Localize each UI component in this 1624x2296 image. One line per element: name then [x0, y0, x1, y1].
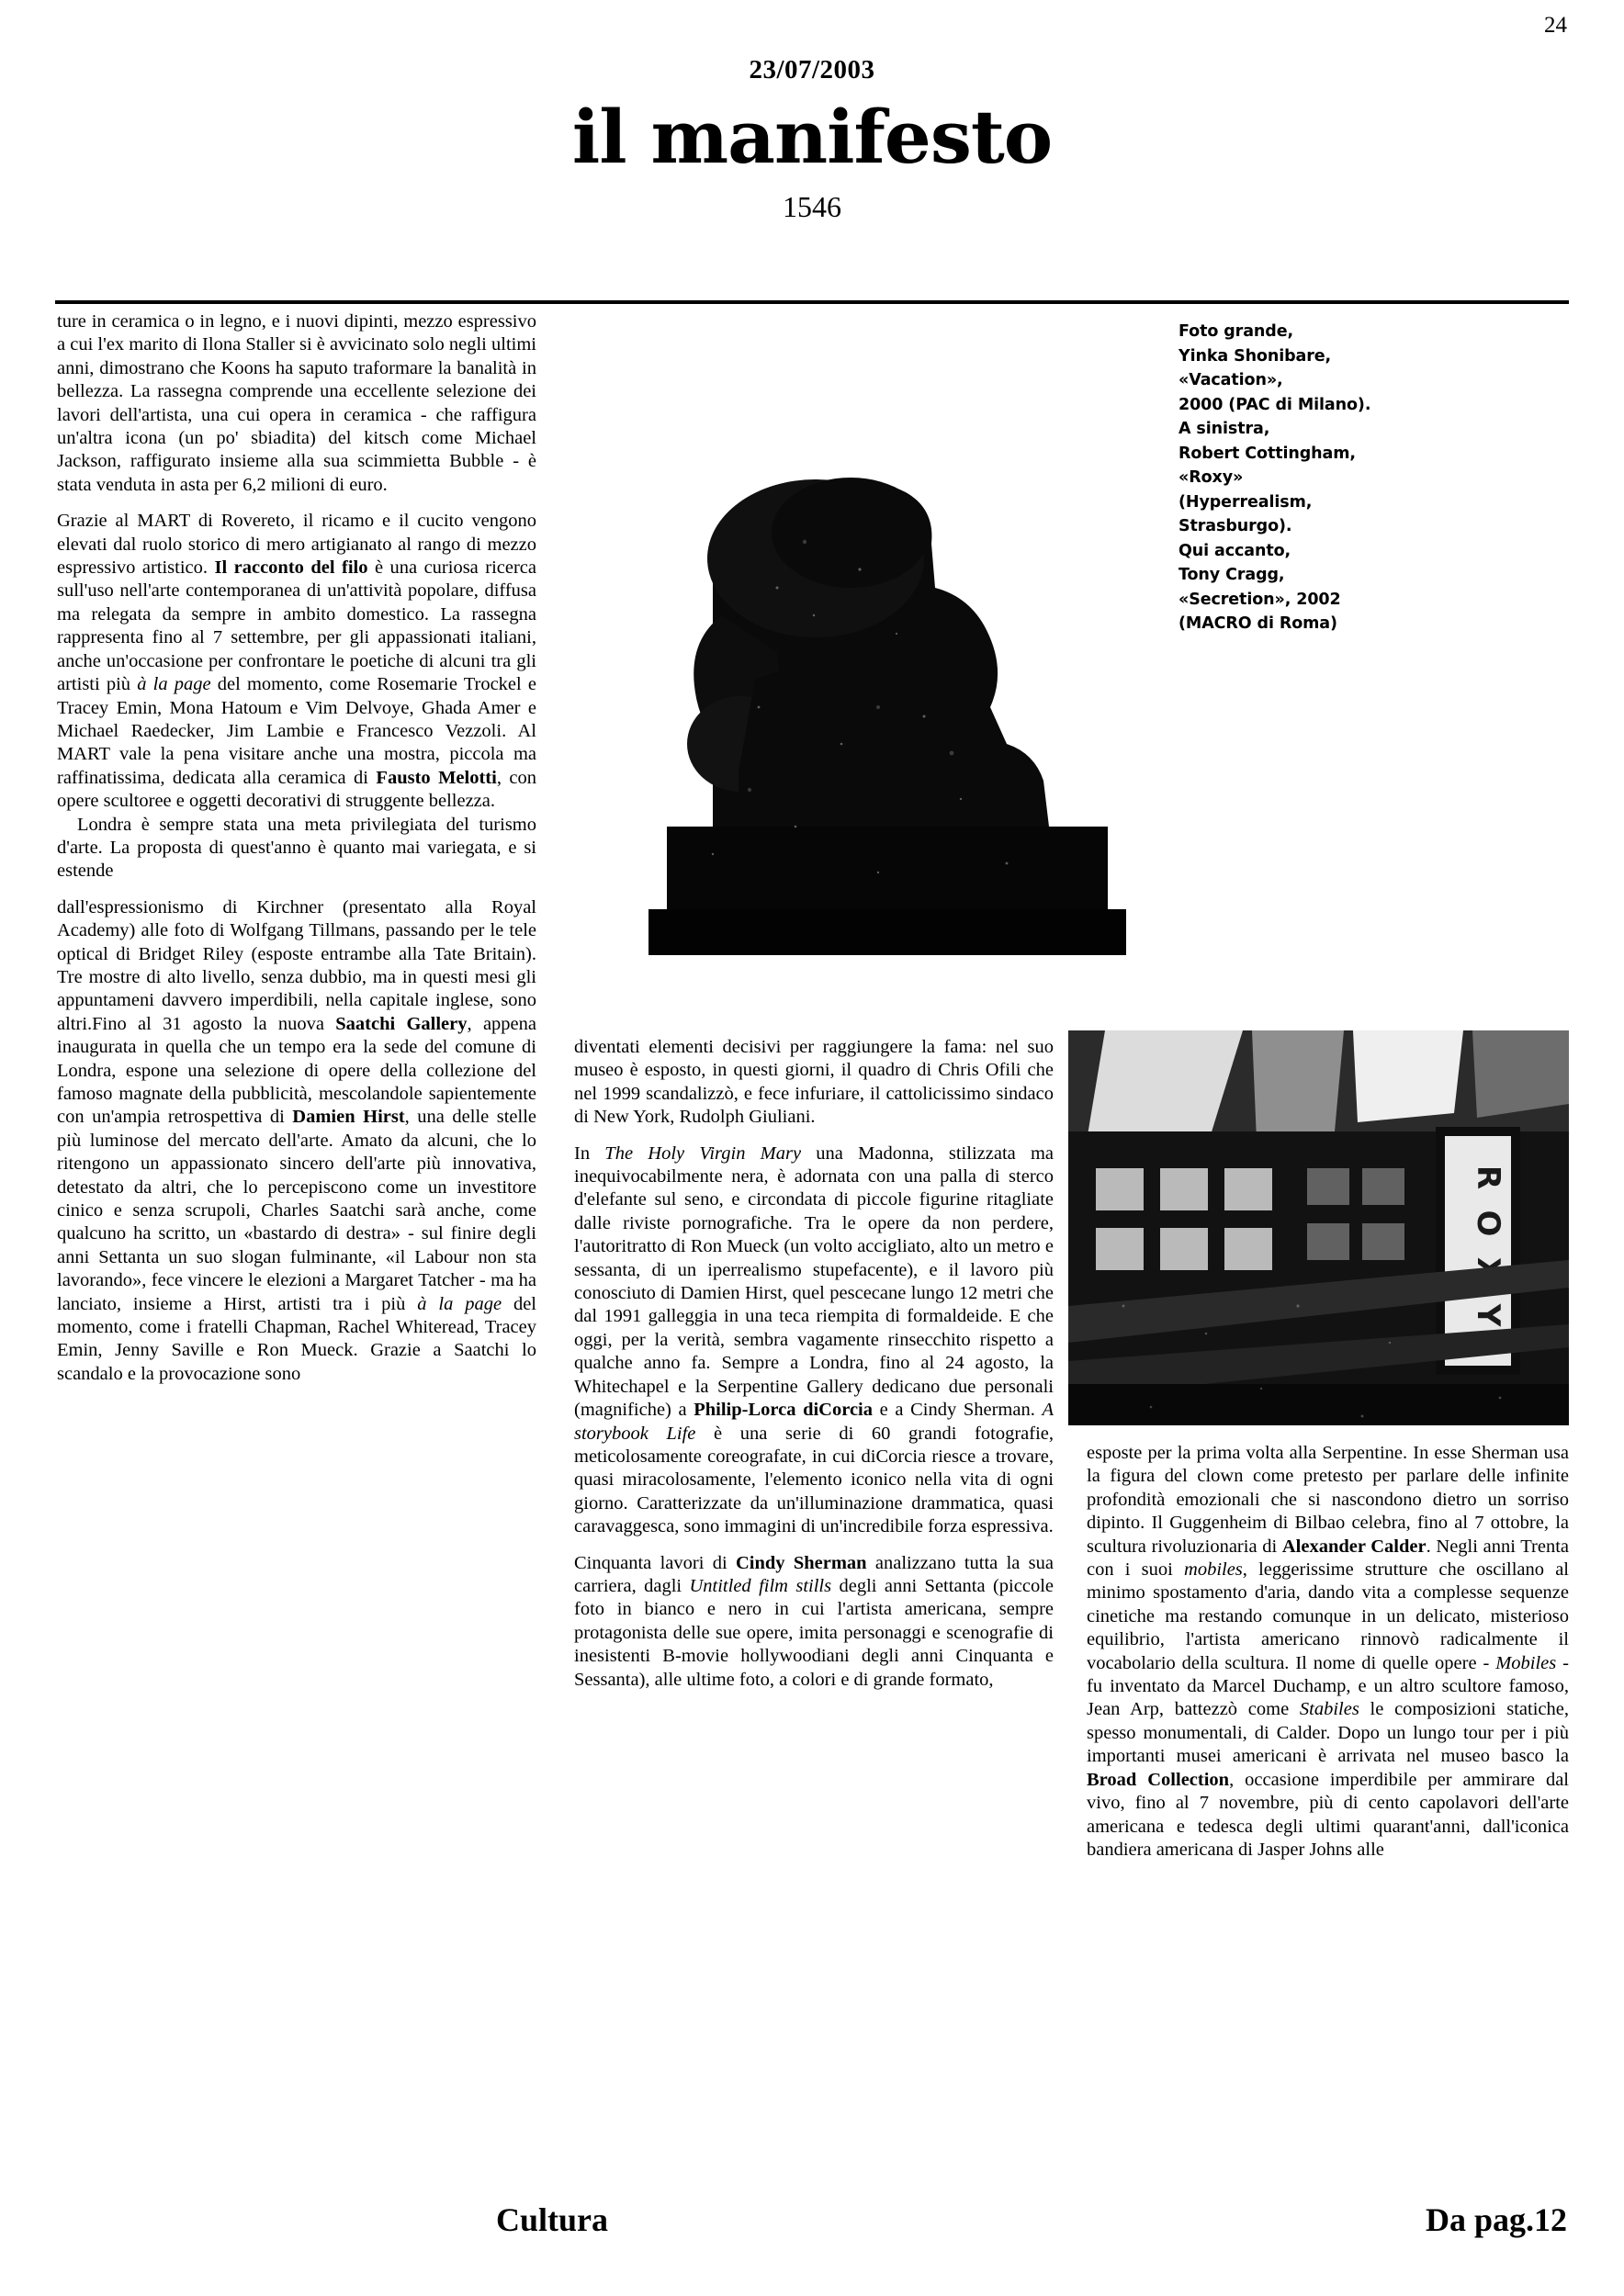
photo-roxy-graphic: [1068, 1030, 1569, 1425]
masthead-title: il manifesto: [571, 94, 1053, 180]
caption-line: Qui accanto,: [1179, 541, 1291, 560]
footer-continuation: Da pag.12: [1425, 2201, 1567, 2238]
masthead-issue-number: 1546: [783, 189, 841, 223]
paragraph: [57, 510, 536, 813]
caption-line: A sinistra,: [1179, 420, 1270, 438]
bold-run: Fausto Melotti: [376, 767, 497, 788]
paragraph-text: del momento, come i fratelli Chapman, Rachel Whiteread, Tracey Emin, Jenny Saville e Ron Mueck. Grazie a Saatchi lo scandalo e la provocazione sono: [57, 1293, 536, 1384]
paragraph: [57, 310, 536, 497]
paragraph-text: In: [574, 1142, 605, 1164]
bold-run: Broad Collection: [1087, 1769, 1230, 1790]
caption-line: «Secretion», 2002: [1179, 590, 1341, 609]
italic-run: Untitled film stills: [689, 1575, 832, 1596]
paragraph-text: Londra è sempre stata una meta privilegiata del turismo d'arte. La proposta di quest'anno è quanto mai variegata, e si estende: [57, 814, 536, 882]
photo-vacation-shonibare: [575, 312, 1181, 992]
italic-run: Stabiles: [1299, 1699, 1359, 1720]
paragraph-text: , una delle stelle più luminose del mercato dell'arte. Amato da alcuni, che lo ritengono un appassionato sincero dell'arte più innovativa, detestato da altri, che lo percepiscono come un investitore cinico e senza scrupoli, Charles Saatchi sarà anche, come qualcuno ha scritto, un «bastardo di destra» - sul finire degli anni Settanta un suo slogan fulminante, «il Labour non sta lavorando», fece vincere le elezioni a Margaret Tatcher - ma ha lanciato, insieme a Hirst, artisti tra i più: [57, 1107, 536, 1314]
paragraph-text: , appena inaugurata in quella che un tempo era la sede del comune di Londra, espone una selezione di opere della collezione del famoso magnate della pubblicità, mescolandole sapientemente con un'ampia retrospettiva di: [57, 1013, 536, 1128]
article-column-1: [57, 310, 536, 1399]
paragraph-text: Grazie al MART di Rovereto, il ricamo e il cucito vengono elevati dal ruolo storico di mero artigianato al rango di mezzo espressivo artistico.: [57, 511, 536, 579]
paragraph: [574, 1142, 1054, 1539]
paragraph-text: . Negli anni Trenta con i suoi: [1087, 1536, 1569, 1581]
italic-run: Mobiles: [1495, 1652, 1557, 1673]
paragraph-text: dall'espressionismo di Kirchner (presentato alla Royal Academy) alle foto di Wolfgang Tillmans, passando per le tele optical di Bridget Riley (esposte entrambe alla Tate Britain). Tre mostre di alto livello, senza dubbio, ma in questi mesi gli appuntameni davvero imperdibili, nella capitale inglese, sono altri.Fino al 31 agosto la nuova: [57, 896, 536, 1034]
caption-line: «Vacation»,: [1179, 371, 1283, 389]
bold-run: Alexander Calder: [1281, 1536, 1427, 1557]
italic-run: à la page: [417, 1293, 502, 1314]
paragraph-text: una Madonna, stilizzata ma inequivocabilmente nera, è adornata con una palla di sterco d'elefante sul seno, e circondata di piccole figurine ritagliate dalle riviste pornografiche. Tra le opere da non perdere, l'autoritratto di Ron Mueck (un volto accigliato, alto un metro e sessanta, di un iperrealismo stupefacente), e il lavoro più conosciuto di Damien Hirst, quel pescecane lungo 12 metri che dal 1991 galleggia in una teca riempita di formaldeide. E che oggi, per la verità, sembra vagamente rinsecchito rispetto a qualche anno fa. Sempre a Londra, fino al 24 agosto, la Whitechapel e la Serpentine Gallery dedicano due personali (magnifiche) a: [574, 1142, 1054, 1421]
italic-run: A storybook Life: [574, 1400, 1054, 1444]
caption-line: 2000 (PAC di Milano).: [1179, 395, 1371, 414]
italic-run: à la page: [137, 674, 211, 695]
masthead: [0, 55, 1624, 224]
paragraph-text: ture in ceramica o in legno, e i nuovi dipinti, mezzo espressivo a cui l'ex marito di Ilona Staller si è avvicinato solo negli ultimi anni, dimostrano che Koons ha saputo traformare la banalità in bellezza. La rassegna comprende una eccellente selezione dei lavori dell'artista, una cui opera in ceramica - che raffigura un'altra icona (un po' sbiadita) del kitsch come Michael Jackson, raffigurato insieme alla sua scimmietta Bubble - è stata venduta in asta per 6,2 milioni di euro.: [57, 311, 536, 495]
paragraph-text: le composizioni statiche, spesso monumentali, di Calder. Dopo un lungo tour per i più importanti musei americani è arrivata nel museo basco la: [1087, 1699, 1569, 1767]
caption-line: (MACRO di Roma): [1179, 614, 1337, 633]
svg-text:Y: Y: [1470, 1303, 1506, 1327]
bold-run: Cindy Sherman: [735, 1552, 867, 1573]
paragraph-text: , con opere scultoree e oggetti decorativi di struggente bellezza.: [57, 767, 536, 812]
paragraph: [57, 896, 536, 1387]
paragraph: [574, 1552, 1054, 1692]
paragraph: [1087, 1442, 1569, 1862]
header-divider: [55, 300, 1569, 304]
caption-line: Foto grande,: [1179, 322, 1294, 341]
paragraph: [57, 814, 536, 884]
article-column-2: [574, 1036, 1054, 1705]
caption-line: (Hyperrealism,: [1179, 492, 1313, 512]
paragraph-text: , leggerissime strutture che oscillano al minimo spostamento d'aria, dando vita a complesse sequenze cinetiche ma restando comunque in un delicato, misterioso equilibrio, l'artista americano rinnovò radicalmente il vocabolario della scultura. Il nome di quelle opere -: [1087, 1559, 1570, 1673]
paragraph-text: è una curiosa ricerca sull'uso nell'arte contemporanea di un'attività popolare, diffusa ma relegata da sempre in ambito domestico. La rassegna rappresenta fino al 7 settembre, per gli appassionati italiani, anche un'occasione per confrontare le poetiche di alcuni tra gli artisti più: [57, 557, 536, 695]
paragraph-text: diventati elementi decisivi per raggiungere la fama: nel suo museo è esposto, in questi giorni, il quadro di Chris Ofili che nel 1999 scandalizzò, e fece infuriare, il cattolicissimo sindaco di New York, Rudolph Giuliani.: [574, 1037, 1054, 1128]
bold-run: Philip-Lorca diCorcia: [694, 1400, 874, 1421]
paragraph-text: esposte per la prima volta alla Serpentine. In esse Sherman usa la figura del clown come pretesto per parlare delle infinite profondità emozionali che si nascondono dietro un sorriso dipinto. Il Guggenheim di Bilbao celebra, fino al 7 ottobre, la scultura rivoluzionaria di: [1087, 1443, 1569, 1557]
paragraph-text: analizzano tutta la sua carriera, dagli: [574, 1552, 1054, 1596]
paragraph-text: Cinquanta lavori di: [574, 1552, 736, 1573]
article-column-3: [1087, 1442, 1569, 1874]
italic-run: The Holy Virgin Mary: [604, 1142, 802, 1164]
caption-line: «Roxy»: [1179, 468, 1244, 487]
bold-run: Il racconto del filo: [214, 557, 368, 579]
photo-caption: [1179, 320, 1564, 636]
caption-line: Robert Cottingham,: [1179, 444, 1356, 463]
page-number: 24: [1544, 13, 1567, 38]
svg-text:O: O: [1470, 1210, 1506, 1237]
svg-text:R: R: [1470, 1165, 1506, 1190]
caption-line: Tony Cragg,: [1179, 566, 1285, 584]
footer-section-label: Cultura: [496, 2201, 609, 2238]
paragraph-text: e a Cindy Sherman.: [873, 1400, 1043, 1421]
paragraph-text: , occasione imperdibile per ammirare dal vivo, fino al 7 novembre, più di cento capolavori dell'arte americana e tedesca degli ultimi quarant'anni, dall'iconica bandiera americana di Jasper Johns alle: [1087, 1769, 1570, 1860]
masthead-date: 23/07/2003: [749, 55, 875, 84]
bold-run: Damien Hirst: [292, 1107, 405, 1128]
caption-line: Strasburgo).: [1179, 517, 1292, 535]
photo-vacation-graphic: [575, 312, 1181, 992]
paragraph-text: degli anni Settanta (piccole foto in bianco e nero in cui l'artista americana, sempre protagonista delle sue opere, imita personaggi e scenografie di inesistenti B-movie hollywoodiani degli anni Cinquanta e Sessanta), alle ultime foto, a colori e di grande formato,: [574, 1575, 1054, 1690]
bold-run: Saatchi Gallery: [335, 1013, 468, 1034]
paragraph: [574, 1036, 1054, 1130]
paragraph-text: è una serie di 60 grandi fotografie, meticolosamente coreografate, in cui diCorcia riesce a trovare, quasi miracolosamente, l'elemento iconico nella vita di ogni giorno. Caratterizzate da un'illuminazione drammatica, quasi caravaggesca, sono immagini di un'incredibile forza espressiva.: [574, 1423, 1054, 1537]
caption-line: Yinka Shonibare,: [1179, 346, 1332, 366]
photo-roxy-cottingham: [1068, 1030, 1569, 1425]
italic-run: mobiles: [1184, 1559, 1243, 1581]
paragraph-text: - fu inventato da Marcel Duchamp, e un altro scultore famoso, Jean Arp, battezzò come: [1087, 1652, 1569, 1720]
paragraph-text: del momento, come Rosemarie Trockel e Tracey Emin, Mona Hatoum e Vim Delvoye, Ghada Amer e Michael Raedecker, Jim Lambie e Francesco Vezzoli. Al MART vale la pena visitare anche una mostra, piccola ma raffinatissima, dedicata alla ceramica di: [57, 674, 536, 788]
